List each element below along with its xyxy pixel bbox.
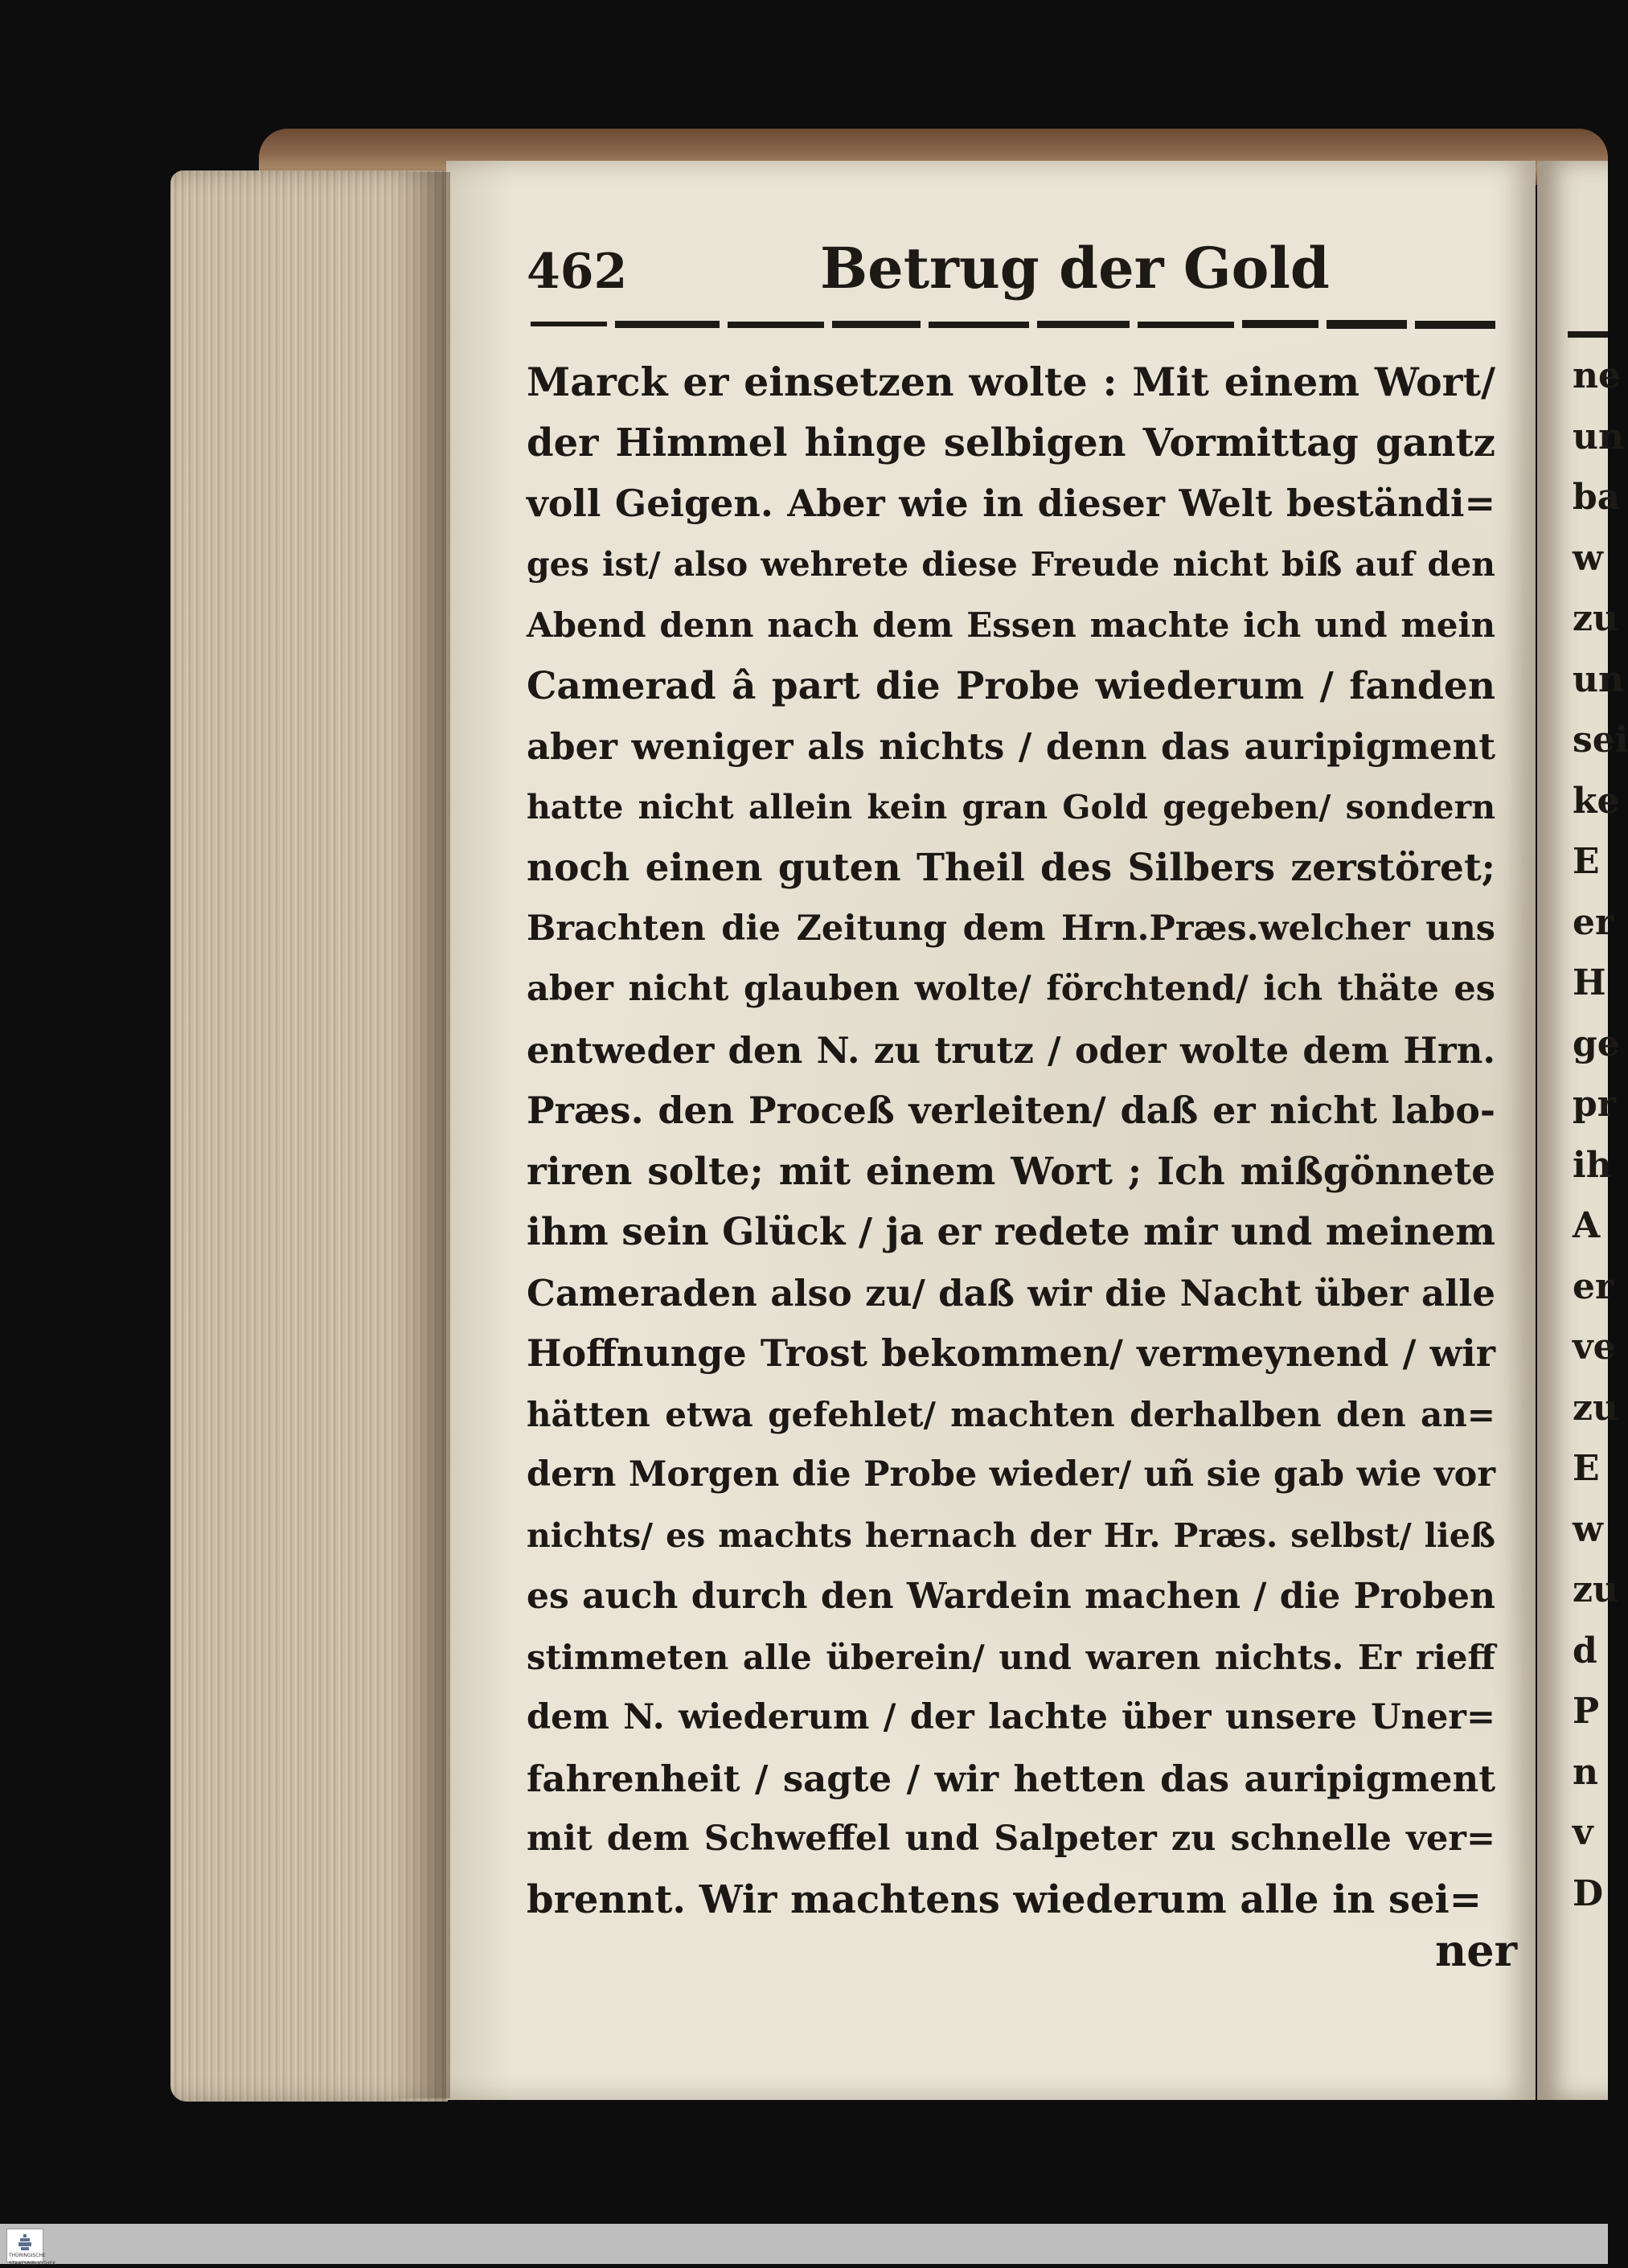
text-line: brennt. Wir machtens wiederum alle in sei= — [527, 1876, 1482, 1922]
text-line: dem N. wiederum / der lachte über unsere Uner= — [527, 1697, 1495, 1737]
text-line: es auch durch den Wardein machen / die Proben — [527, 1576, 1495, 1617]
facing-fragment: w — [1573, 537, 1603, 579]
header-rule — [531, 318, 1495, 333]
text-line: riren solte; mit einem Wort ; Ich mißgönnete — [527, 1149, 1495, 1194]
text-line: voll Geigen. Aber wie in dieser Welt beständi= — [527, 482, 1495, 525]
library-logo-caption: THÜRINGISCHE STAATSBIBLIOTHEK — [9, 2253, 56, 2266]
text-line: Cameraden also zu/ daß wir die Nacht über alle — [527, 1271, 1495, 1314]
facing-page — [1537, 161, 1628, 2100]
library-logo[interactable] — [6, 2229, 56, 2266]
text-line: ihm sein Glück / ja er redete mir und meinem — [527, 1210, 1495, 1254]
catchword: ner — [1435, 1925, 1518, 1976]
text-line: nichts/ es machts hernach der Hr. Præs. selbst/ ließ — [527, 1515, 1495, 1555]
facing-fragment: ge — [1573, 1023, 1620, 1064]
facing-fragment: er — [1573, 901, 1614, 943]
text-line: Camerad â part die Probe wiederum / fanden — [527, 663, 1495, 708]
text-line: stimmeten alle überein/ und waren nichts. Er rieff — [527, 1637, 1495, 1677]
facing-fragment: zu — [1573, 598, 1618, 639]
text-line: mit dem Schweffel und Salpeter zu schnelle ver= — [527, 1819, 1495, 1859]
facing-fragment: zu — [1573, 1387, 1618, 1429]
text-line: der Himmel hinge selbigen Vormittag gantz — [527, 420, 1495, 465]
facing-fragment: E — [1573, 841, 1600, 882]
text-line: entweder den N. zu trutz / oder wolte dem Hrn. — [527, 1028, 1495, 1072]
text-line: Marck er einsetzen wolte : Mit einem Wort/ — [527, 359, 1495, 405]
facing-fragment: un — [1573, 658, 1624, 700]
facing-fragment: A — [1573, 1205, 1601, 1246]
text-line: Hoffnunge Trost bekommen/ vermeynend / wir — [527, 1331, 1495, 1375]
facing-fragment: er — [1573, 1265, 1614, 1307]
text-line: dern Morgen die Probe wieder/ uñ sie gab wie vor — [527, 1454, 1495, 1495]
facing-fragment: zu — [1573, 1569, 1618, 1610]
facing-fragment: w — [1573, 1508, 1603, 1550]
viewer-bottom-bar — [0, 2224, 1608, 2264]
page-number: 462 — [527, 244, 628, 300]
facing-fragment: pr — [1573, 1084, 1616, 1125]
facing-fragment: ke — [1573, 780, 1620, 822]
text-line: hätten etwa gefehlet/ machten derhalben den an= — [527, 1394, 1495, 1434]
facing-fragment: ne — [1573, 355, 1621, 396]
running-title: Betrug der Gold — [820, 235, 1330, 301]
facing-fragment: E — [1573, 1448, 1600, 1489]
body-text — [527, 352, 1495, 1930]
facing-fragment: P — [1573, 1691, 1600, 1732]
page-gutter-shadow — [394, 172, 450, 2098]
facing-fragment: ih — [1573, 1144, 1612, 1186]
facing-fragment: v — [1573, 1812, 1593, 1853]
facing-fragment: ve — [1573, 1327, 1616, 1368]
library-logo-icon — [18, 2234, 32, 2250]
text-line: hatte nicht allein kein gran Gold gegeben/ sondern — [527, 787, 1495, 826]
facing-page-text — [1573, 346, 1628, 1924]
text-line: Præs. den Proceß verleiten/ daß er nicht labo- — [527, 1089, 1495, 1132]
facing-fragment: un — [1573, 416, 1624, 457]
facing-fragment: H — [1573, 962, 1606, 1003]
facing-fragment: ba — [1573, 477, 1621, 518]
facing-fragment: sei — [1573, 720, 1628, 761]
text-line: fahrenheit / sagte / wir hetten das auripigment — [527, 1757, 1495, 1800]
facing-fragment: d — [1573, 1630, 1597, 1671]
text-line: noch einen guten Theil des Silbers zerstöret; — [527, 846, 1495, 890]
text-line: ges ist/ also wehrete diese Freude nicht biß auf den — [527, 544, 1495, 584]
text-line: aber nicht glauben wolte/ förchtend/ ich thäte es — [527, 969, 1495, 1009]
text-line: Brachten die Zeitung dem Hrn.Præs.welcher uns — [527, 908, 1495, 949]
facing-header-rule — [1568, 331, 1608, 338]
facing-fragment: n — [1573, 1751, 1598, 1793]
text-line: aber weniger als nichts / denn das auripigment — [527, 725, 1495, 768]
facing-fragment: D — [1573, 1872, 1604, 1914]
text-line: Abend denn nach dem Essen machte ich und mein — [527, 605, 1495, 645]
